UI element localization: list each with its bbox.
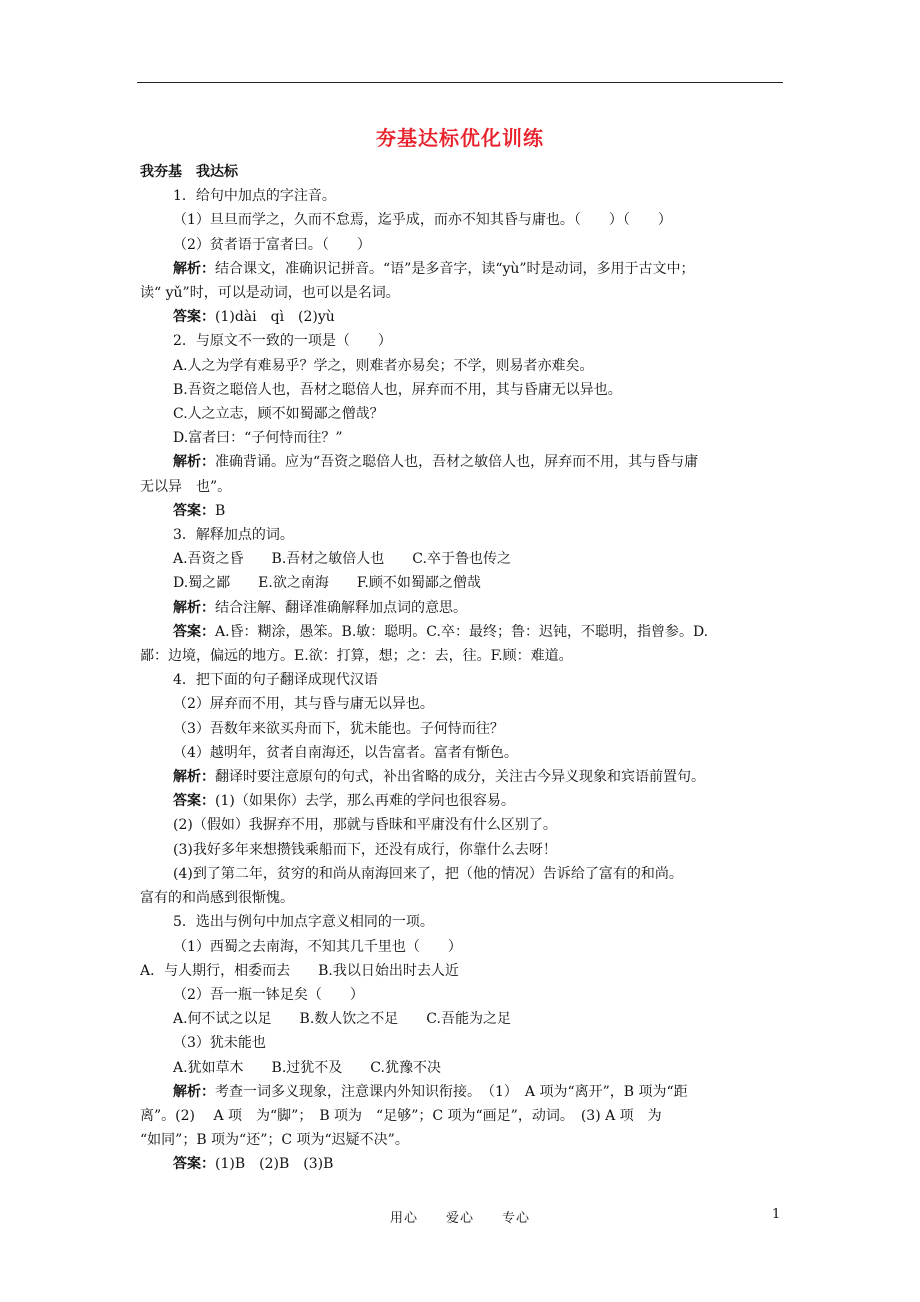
q4-analysis-text: 翻译时要注意原句的句式，补出省略的成分，关注古今异义现象和宾语前置句。 — [215, 769, 705, 786]
q1-analysis — [140, 257, 785, 281]
q1-sentence-1: （1）旦旦而学之，久而不怠焉，迄乎成，而亦不知其昏与庸也。（ ）（ ） — [173, 212, 672, 229]
q2-option-b: B.吾资之聪倍人也，吾材之聪倍人也，屏弃而不用，其与昏庸无以异也。 — [173, 381, 622, 398]
q4-answer-2: (2)（假如）我摒弃不用，那就与昏昧和平庸没有什么区别了。 — [173, 817, 557, 834]
q5-sentence-1: （1）西蜀之去南海，不知其几千里也（ ） — [173, 938, 462, 955]
q5-answer — [140, 1152, 785, 1176]
q3-answer-text-1: A.昏：糊涂，愚笨。B.敏：聪明。C.卒：最终；鲁：迟钝，不聪明，指曾参。D. — [215, 623, 709, 640]
q2-analysis — [140, 450, 785, 474]
analysis-label: 解析： — [173, 260, 215, 277]
document-title: 夯基达标优化训练 — [376, 126, 544, 150]
answer-label: 答案： — [173, 1156, 215, 1173]
q5-options-1: A．与人期行，相委而去 B.我以日始出时去人近 — [140, 962, 459, 979]
q5-options-2: A.何不试之以足 B.数人饮之不足 C.吾能为之足 — [173, 1011, 511, 1028]
q1-stem: 1．给句中加点的字注音。 — [173, 188, 336, 205]
q3-answer-cont: 鄙：边境，偏远的地方。E.欲：打算，想；之：去，往。F.顾：难道。 — [140, 648, 573, 665]
q2-analysis-cont: 无以异 也”。 — [140, 478, 232, 495]
q1-analysis-cont: 读“ yǔ”时，可以是动词，也可以是名词。 — [140, 285, 400, 302]
q1-answer — [140, 305, 785, 329]
analysis-label: 解析： — [173, 1083, 215, 1100]
answer-label: 答案： — [173, 309, 215, 326]
q4-answer-text-1: (1)（如果你）去学，那么再难的学问也很容易。 — [215, 793, 515, 810]
q4-answer-4-cont: 富有的和尚感到很惭愧。 — [140, 890, 294, 907]
page-number: 1 — [772, 1207, 781, 1222]
q5-analysis-cont-1: 离”。(2) A 项 为“脚”； B 项为 “足够”；C 项为“画足”，动词。 (3) A 项 为 — [140, 1107, 662, 1124]
q1-sentence-2: （2）贫者语于富者曰。（ ） — [173, 236, 371, 253]
q5-answer-text: (1)B (2)B (3)B — [215, 1156, 334, 1173]
q2-option-c: C.人之立志，顾不如蜀鄙之僧哉？ — [173, 406, 384, 423]
q5-sentence-2: （2）吾一瓶一钵足矣（ ） — [173, 986, 364, 1003]
q3-analysis-text: 结合注解、翻译准确解释加点词的意思。 — [215, 599, 467, 616]
q1-answer-text: (1)dài qì (2)yù — [215, 309, 335, 326]
section-heading: 我夯基 我达标 — [140, 164, 238, 180]
answer-label: 答案： — [173, 502, 215, 519]
q5-stem: 5．选出与例句中加点字意义相同的一项。 — [173, 914, 434, 931]
q2-option-a: A.人之为学有难易乎？学之，则难者亦易矣；不学，则易者亦难矣。 — [173, 357, 594, 374]
q5-analysis-cont-2: “如同”；B 项为“还”；C 项为“迟疑不决”。 — [140, 1132, 409, 1149]
q3-analysis — [140, 596, 785, 620]
q1-analysis-text-1: 结合课文，准确识记拼音。“语”是多音字，读“yù”时是动词，多用于古文中； — [215, 260, 695, 277]
q4-analysis — [140, 765, 785, 789]
q5-sentence-3: （3）犹未能也 — [173, 1035, 266, 1052]
q4-stem: 4．把下面的句子翻译成现代汉语 — [173, 672, 378, 689]
q5-analysis-text-1: 考查一词多义现象，注意课内外知识衔接。 （1） A 项为“离开”，B 项为“距 — [215, 1083, 688, 1100]
analysis-label: 解析： — [173, 454, 215, 471]
document-body — [140, 160, 785, 1177]
q5-analysis — [140, 1080, 785, 1104]
q3-options-2: D.蜀之鄙 E.欲之南海 F.顾不如蜀鄙之僧哉 — [173, 575, 481, 592]
analysis-label: 解析： — [173, 599, 215, 616]
q5-options-3: A.犹如草木 B.过犹不及 C.犹豫不决 — [173, 1059, 441, 1076]
header-rule — [137, 82, 783, 83]
q4-answer-3: (3)我好多年来想攒钱乘船而下，还没有成行，你靠什么去呀！ — [173, 841, 557, 858]
answer-label: 答案： — [173, 793, 215, 810]
q3-options-1: A.吾资之昏 B.吾材之敏倍人也 C.卒于鲁也传之 — [173, 551, 511, 568]
q4-sentence-3: （3）吾数年来欲买舟而下，犹未能也。子何恃而往？ — [173, 720, 504, 737]
q3-answer — [140, 620, 785, 644]
q2-analysis-text-1: 准确背诵。应为“吾资之聪倍人也，吾材之敏倍人也，屏弃而不用，其与昏与庸 — [215, 454, 699, 471]
footer-motto: 用心 爱心 专心 — [389, 1211, 530, 1226]
q2-answer — [140, 499, 785, 523]
q4-sentence-2: （2）屏弃而不用，其与昏与庸无以异也。 — [173, 696, 434, 713]
q2-stem: 2．与原文不一致的一项是（ ） — [173, 333, 392, 350]
q2-option-d: D.富者曰：“子何恃而往？” — [173, 430, 343, 447]
q4-answer — [140, 789, 785, 813]
q4-sentence-4: （4）越明年，贫者自南海还，以告富者。富者有惭色。 — [173, 744, 518, 761]
analysis-label: 解析： — [173, 769, 215, 786]
q2-answer-text: B — [215, 502, 226, 519]
q3-stem: 3．解释加点的词。 — [173, 527, 294, 544]
q4-answer-4: (4)到了第二年，贫穷的和尚从南海回来了，把（他的情况）告诉给了富有的和尚。 — [173, 865, 683, 882]
answer-label: 答案： — [173, 623, 215, 640]
